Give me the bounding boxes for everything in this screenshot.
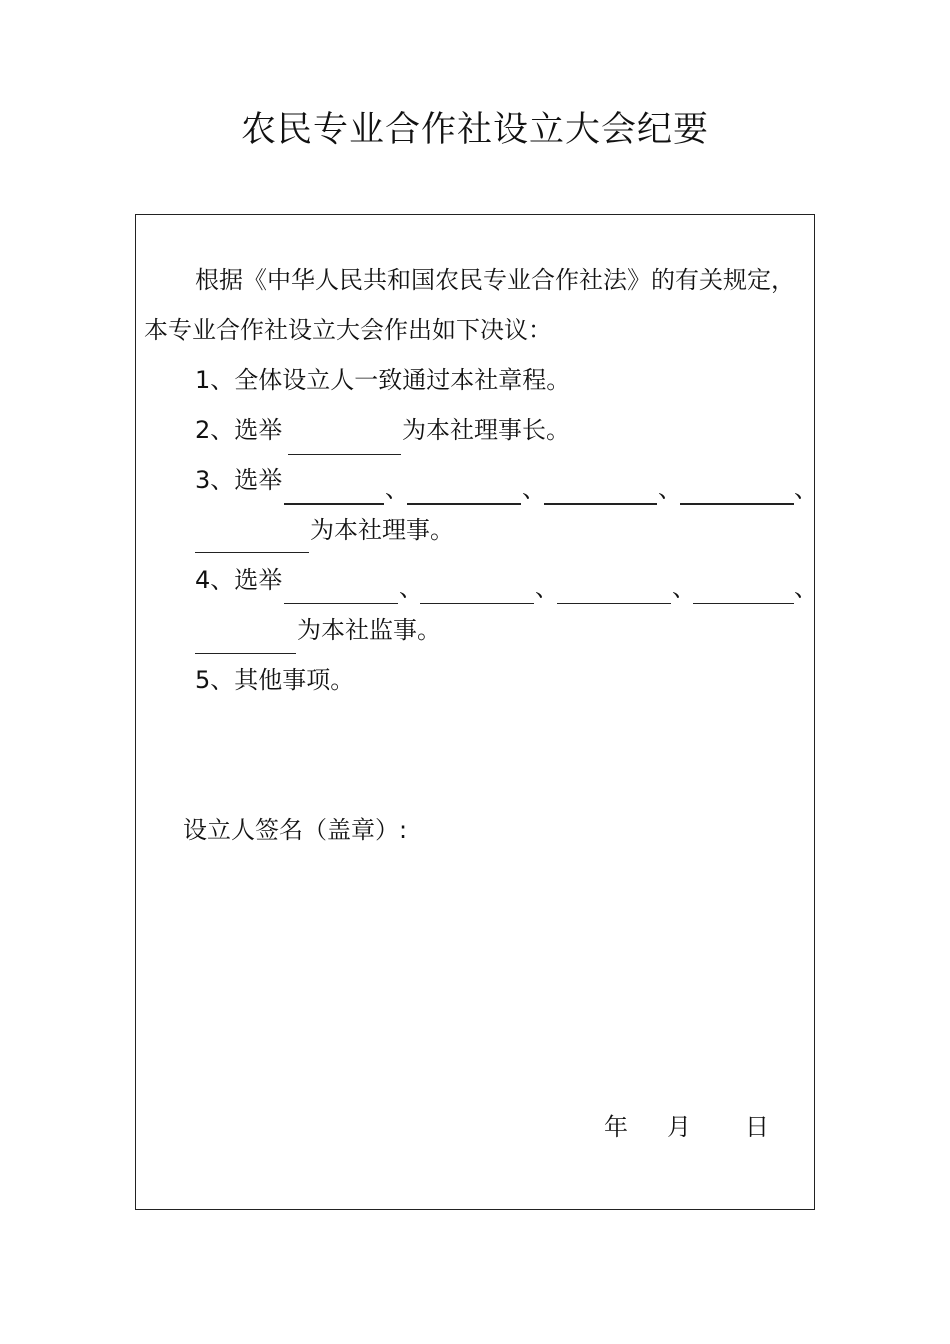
director-name-blank-2[interactable] <box>407 503 521 505</box>
resolution-item-2-suffix: 为本社理事长。 <box>402 416 570 444</box>
resolution-item-3-prefix: 3、选举 <box>195 466 283 494</box>
date-year-label: 年 <box>604 1113 628 1141</box>
document-title: 农民专业合作社设立大会纪要 <box>240 110 709 150</box>
separator: 、 <box>535 574 559 602</box>
signature-label: 设立人签名（盖章）: <box>183 816 408 844</box>
resolution-item-5: 5、其他事项。 <box>195 666 355 694</box>
separator: 、 <box>672 574 696 602</box>
date-month-label: 月 <box>667 1113 691 1141</box>
date-day-label: 日 <box>745 1113 769 1141</box>
director-name-blank-5[interactable] <box>195 552 309 553</box>
director-name-blank-4[interactable] <box>680 503 794 505</box>
supervisor-name-blank-5[interactable] <box>195 653 296 654</box>
resolution-item-4-suffix: 为本社监事。 <box>297 616 441 644</box>
supervisor-name-blank-2[interactable] <box>420 603 534 604</box>
director-name-blank-3[interactable] <box>544 503 657 505</box>
resolution-item-1: 1、全体设立人一致通过本社章程。 <box>195 366 571 394</box>
separator: 、 <box>794 574 818 602</box>
preamble-line-1: 根据《中华人民共和国农民专业合作社法》的有关规定， <box>195 266 795 294</box>
supervisor-name-blank-1[interactable] <box>284 603 398 604</box>
supervisor-name-blank-3[interactable] <box>557 603 671 604</box>
chairman-name-blank[interactable] <box>288 454 401 455</box>
supervisor-name-blank-4[interactable] <box>693 603 794 604</box>
separator: 、 <box>399 574 423 602</box>
resolution-item-3-suffix: 为本社理事。 <box>310 516 454 544</box>
resolution-item-4-prefix: 4、选举 <box>195 566 283 594</box>
preamble-line-2: 本专业合作社设立大会作出如下决议： <box>144 316 552 344</box>
director-name-blank-1[interactable] <box>284 503 384 505</box>
form-frame <box>135 214 815 1210</box>
separator: 、 <box>385 475 409 503</box>
separator: 、 <box>522 475 546 503</box>
separator: 、 <box>658 475 682 503</box>
resolution-item-2-prefix: 2、选举 <box>195 416 283 444</box>
separator: 、 <box>794 475 818 503</box>
